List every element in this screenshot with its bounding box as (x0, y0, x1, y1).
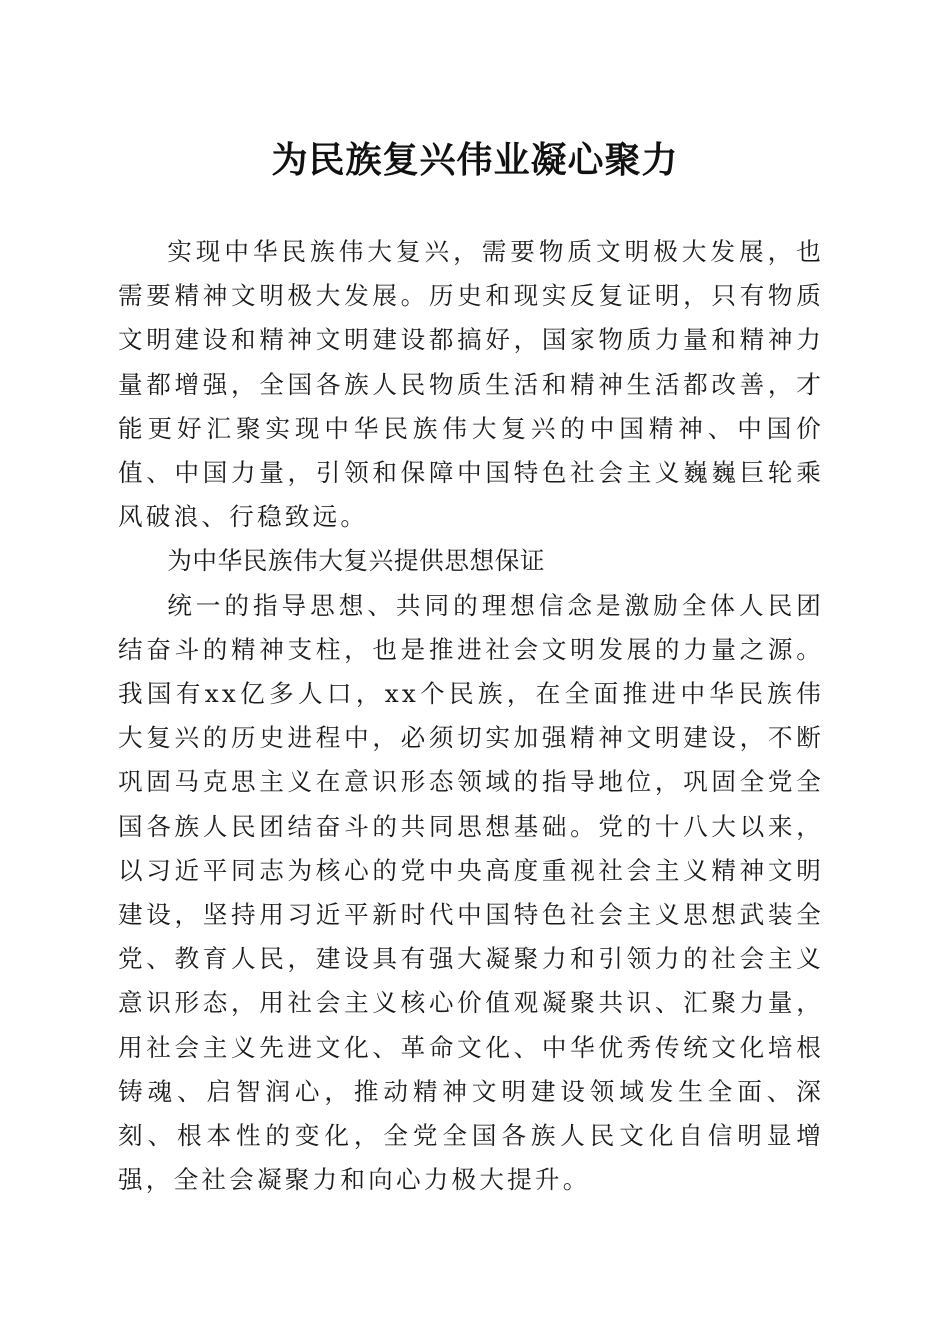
document-title: 为民族复兴伟业凝心聚力 (271, 139, 679, 181)
section-heading: 为中华民族伟大复兴提供思想保证 (167, 546, 546, 576)
paragraph-body: 统一的指导思想、共同的理想信念是激励全体人民团结奋斗的精神支柱，也是推进社会文明发展的力量之源。我国有xx亿多人口，xx个民族，在全面推进中华民族伟大复兴的历史进程中，必须切实加强精神文明建设，不断巩固马克思主义在意识形态领域的指导地位，巩固全党全国各族人民团结奋斗的共同思想基础。党的十八大以来，以习近平同志为核心的党中央高度重视社会主义精神文明建设，坚持用习近平新时代中国特色社会主义思想武装全党、教育人民，建设具有强大凝聚力和引领力的社会主义意识形态，用社会主义核心价值观凝聚共识、汇聚力量，用社会主义先进文化、革命文化、中华优秀传统文化培根铸魂、启智润心，推动精神文明建设领域发生全面、深刻、根本性的变化，全党全国各族人民文化自信明显增强，全社会凝聚力和向心力极大提升。 (118, 590, 824, 1195)
paragraph-intro: 实现中华民族伟大复兴，需要物质文明极大发展，也需要精神文明极大发展。历史和现实反复证明，只有物质文明建设和精神文明建设都搞好，国家物质力量和精神力量都增强，全国各族人民物质生活和精神生活都改善，才能更好汇聚实现中华民族伟大复兴的中国精神、中国价值、中国力量，引领和保障中国特色社会主义巍巍巨轮乘风破浪、行稳致远。 (118, 237, 824, 532)
document-body (118, 230, 824, 1202)
